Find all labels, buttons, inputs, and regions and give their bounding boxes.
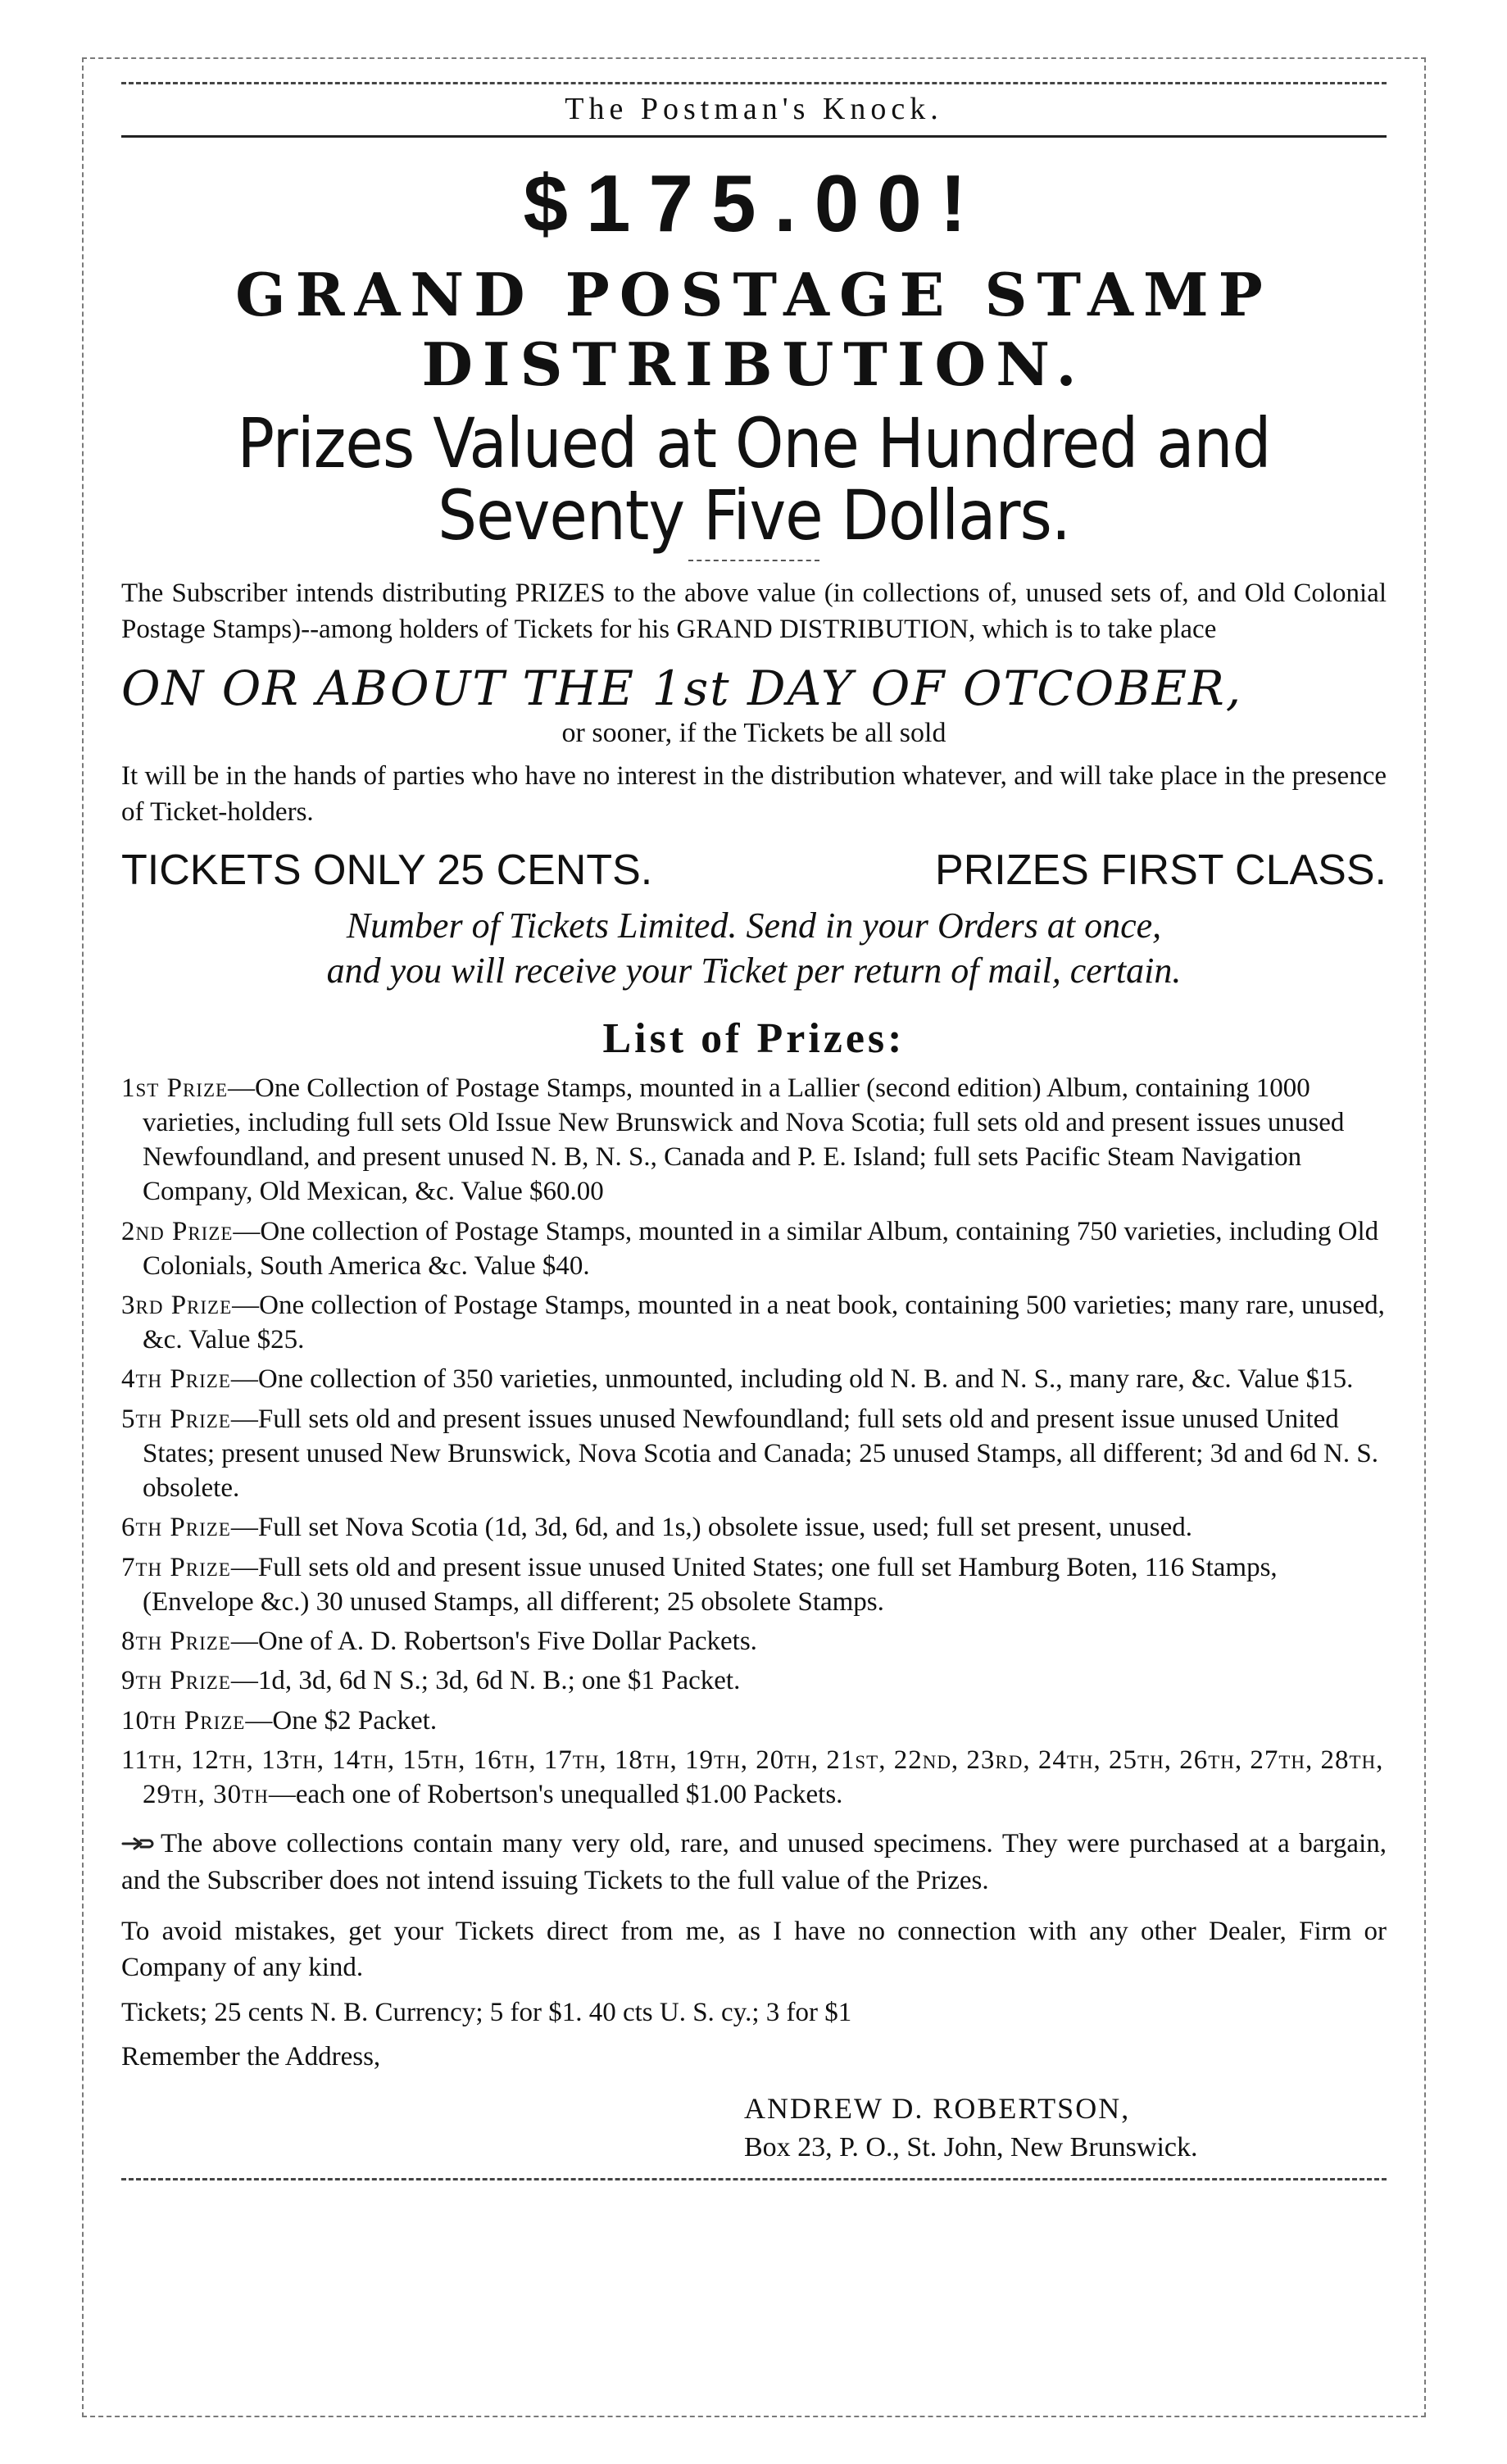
prize-description: —Full set Nova Scotia (1d, 3d, 6d, and 1s,) obsolete issue, used; full set present, unused.	[230, 1513, 1193, 1543]
prize-item	[121, 1550, 1387, 1619]
prize-label: 3rd Prize	[121, 1290, 233, 1320]
prize-item	[121, 1743, 1387, 1812]
masthead-rule	[121, 135, 1387, 138]
prize-item	[121, 1624, 1387, 1659]
prize-description: —One of A. D. Robertson's Five Dollar Packets.	[230, 1627, 757, 1657]
prize-item	[121, 1071, 1387, 1209]
prize-label: 8th Prize	[121, 1627, 231, 1657]
signature-block	[121, 2091, 1387, 2163]
prize-label: 6th Prize	[121, 1513, 231, 1543]
prize-label: 4th Prize	[121, 1364, 231, 1395]
top-rule	[121, 82, 1387, 84]
prize-item	[121, 1704, 1387, 1738]
signature-name: ANDREW D. ROBERTSON,	[744, 2092, 1131, 2126]
specimens-note	[121, 1826, 1387, 1899]
promo-line-2: and you will receive your Ticket per return of mail, certain.	[326, 950, 1182, 991]
promo-row	[121, 846, 1387, 895]
distribution-date-followup: or sooner, if the Tickets be all sold	[561, 718, 946, 749]
bottom-rule	[121, 2178, 1387, 2180]
prize-description: —One collection of Postage Stamps, mounted in a similar Album, containing 750 varieties, including Old Colonials, South America &c. Value $40.	[143, 1216, 1379, 1281]
pointing-hand-icon	[121, 1828, 154, 1864]
prize-item	[121, 1214, 1387, 1283]
prize-item	[121, 1402, 1387, 1506]
remember-address-line: Remember the Address,	[121, 2041, 381, 2071]
specimens-text: The above collections contain many very old, rare, and unused specimens. They were purchased at a bargain, and the Subscriber does not intend issuing Tickets to the full value of the Prizes.	[121, 1829, 1387, 1896]
prize-item	[121, 1663, 1387, 1698]
prize-item	[121, 1510, 1387, 1545]
advertisement-box	[82, 57, 1426, 2417]
prize-value-heading: $175.00!	[523, 158, 985, 248]
prize-label: 11th, 12th, 13th, 14th, 15th, 16th, 17th, 18th, 19th, 20th, 21st, 22nd, 23rd, 24th, 25th, 26th, 27th, 28th, 29th, 30th	[121, 1745, 1384, 1810]
promo-line-1: Number of Tickets Limited. Send in your Orders at once,	[346, 905, 1162, 946]
prize-item	[121, 1288, 1387, 1357]
prize-value-subheadline: Prizes Valued at One Hundred and Seventy Five Dollars.	[237, 403, 1271, 556]
prize-description: —One Collection of Postage Stamps, mounted in a Lallier (second edition) Album, containing 1000 varieties, including full sets Old Issue New Brunswick and Nova Scotia; full sets old and present issues unused Newfoundland, and present unused N. B, N. S., Canada and P. E. Island; full sets Pacific Steam Navigation Company, Old Mexican, &c. Value $60.00	[143, 1073, 1345, 1207]
prize-label: 5th Prize	[121, 1404, 231, 1434]
distribution-headline: GRAND POSTAGE STAMP DISTRIBUTION.	[235, 260, 1273, 399]
prize-description: —1d, 3d, 6d N S.; 3d, 6d N. B.; one $1 Packet.	[230, 1666, 741, 1696]
prize-label: 2nd Prize	[121, 1216, 234, 1246]
promo-callout	[121, 903, 1387, 993]
mistakes-note: To avoid mistakes, get your Tickets direct from me, as I have no connection with any other Dealer, Firm or Company of any kind.	[121, 1916, 1387, 1982]
distribution-date: ON OR ABOUT THE 1st DAY OF OTCOBER,	[121, 660, 1243, 717]
prize-label: 10th Prize	[121, 1705, 246, 1736]
prize-list-title: List of Prizes:	[602, 1014, 906, 1062]
prize-description: —One collection of Postage Stamps, mounted in a neat book, containing 500 varieties; many rare, unused, &c. Value $25.	[143, 1290, 1385, 1355]
ticket-prices-line: Tickets; 25 cents N. B. Currency; 5 for $1. 40 cts U. S. cy.; 3 for $1	[121, 1998, 852, 2028]
prize-label: 9th Prize	[121, 1666, 231, 1696]
tickets-price-promo: TICKETS ONLY 25 CENTS.	[121, 846, 653, 894]
section-divider	[688, 560, 819, 561]
prize-list	[121, 1071, 1387, 1813]
prize-description: —One collection of 350 varieties, unmounted, including old N. B. and N. S., many rare, &c. Value $15.	[230, 1364, 1354, 1395]
intro-paragraph: The Subscriber intends distributing PRIZES to the above value (in collections of, unused sets of, and Old Colonial Postage Stamps)--among holders of Tickets for his GRAND DISTRIBUTION, which is to take place	[121, 579, 1387, 644]
prizes-class-promo: PRIZES FIRST CLASS.	[935, 846, 1387, 894]
prize-item	[121, 1362, 1387, 1396]
masthead: The Postman's Knock.	[565, 92, 943, 126]
prize-description: —Full sets old and present issues unused Newfoundland; full sets old and present issue unused United States; present unused New Brunswick, Nova Scotia and Canada; 25 unused Stamps, all different; 3d and 6d N. S. obsolete.	[143, 1404, 1378, 1504]
interest-note: It will be in the hands of parties who have no interest in the distribution whatever, and will take place in the presence of Ticket-holders.	[121, 761, 1387, 828]
prize-description: —Full sets old and present issue unused United States; one full set Hamburg Boten, 116 Stamps, (Envelope &c.) 30 unused Stamps, all different; 25 obsolete Stamps.	[143, 1552, 1278, 1617]
signature-address: Box 23, P. O., St. John, New Brunswick.	[744, 2132, 1198, 2163]
prize-label: 1st Prize	[121, 1073, 229, 1103]
prize-description: —each one of Robertson's unequalled $1.00 Packets.	[268, 1780, 843, 1810]
prize-description: —One $2 Packet.	[245, 1705, 438, 1736]
prize-label: 7th Prize	[121, 1552, 231, 1582]
